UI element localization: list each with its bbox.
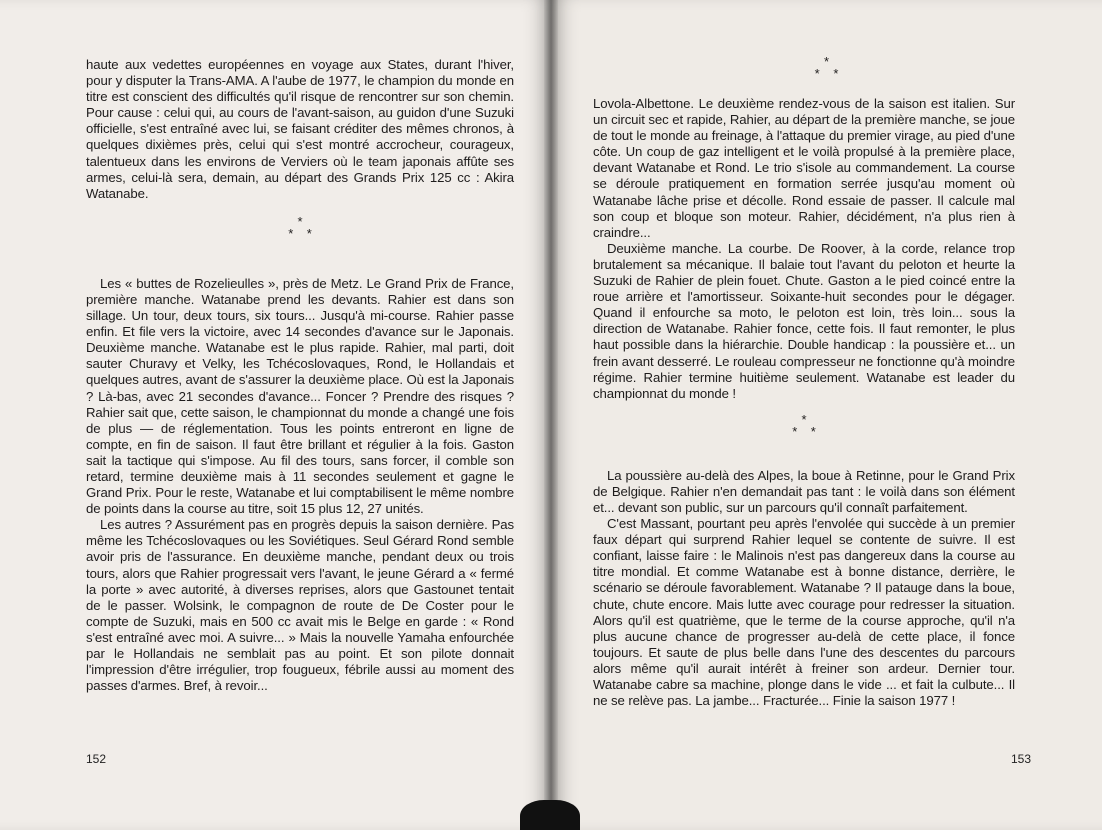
binding-shadow (520, 800, 580, 830)
book-gutter (544, 0, 558, 830)
right-top-separator (551, 56, 1102, 80)
separator-star-top: * (801, 411, 807, 427)
right-paragraph-3: La poussière au-delà des Alpes, la boue à Retinne, pour le Grand Prix de Belgique. Rahier n'en demandait pas tant : le voilà dans son élément et... devant son public, sur un parcours qu'il connaît parfaitement. (593, 467, 1015, 515)
separator-star-row: * * (792, 423, 816, 439)
separator-star-row: * * (288, 225, 312, 241)
right-paragraph-4: C'est Massant, pourtant peu après l'envolée qui succède à un premier faux départ qui surprend Rahier lequel se contente de suivre. Il est confiant, laisse faire : le Malinois n'est pas dangereux dans la course au titre mondial. Et comme Watanabe est à bonne distance, derrière, le scénario se déroule favorablement. Watanabe ? Il patauge dans la boue, chute, chute encore. Mais lutte avec courage pour redresser la situation. Alors qu'il est quatrième, que le terme de la course approche, qu'il n'a plus aucune chance de progresser au-delà de cette place, il fonce toujours. Et saute de plus belle dans l'une des descentes du parcours alors même qu'il aurait intérêt à freiner son ardeur. Dernier tour. Watanabe cabre sa machine, plonge dans le vide ... et fait la culbute... Il ne se relève pas. La jambe... Fracturée... Finie la saison 1977 ! (593, 516, 1015, 709)
separator-star-top: * (297, 213, 303, 229)
separator-star-row: * * (814, 66, 839, 81)
right-paragraph-1: Lovola-Albettone. Le deuxième rendez-vous de la saison est italien. Sur un circuit sec et rapide, Rahier, au départ de la première manche, se joue de tout le monde au freinage, à l'attaque du premier virage, au pied d'une côte. Un coup de gaz intelligent et le voilà propulsé à la première place, devant Watanabe et Rond. Le trio s'isole au commandement. La course se déroule pratiquement en formation serrée jusqu'au moment où Watanabe lâche prise et décolle. Rond essaie de passer. Il calcule mal son coup et bloque son moteur. Rahier, décidément, n'a plus rien à craindre... (593, 96, 1015, 240)
left-section-separator (86, 213, 514, 241)
right-paragraph-2: Deuxième manche. La courbe. De Roover, à la corde, relance trop brutalement sa mécanique. Il balaie tout l'avant du peloton et heurte la Suzuki de Rahier de plein fouet. Chute. Gaston a le pied coincé entre la roue arrière et l'amortisseur. Soixante-huit secondes pour le dégager. Quand il enfourche sa moto, le peloton est loin, très loin... sous la direction de Watanabe. Rahier fonce, cette fois. Il faut remonter, le plus haut possible dans la hiérarchie. Double handicap : la poussière et... un frein avant desserré. Le rouleau compresseur ne fonctionne qu'à moindre régime. Rahier termine huitième seulement. Watanabe est leader du championnat du monde ! (593, 240, 1015, 401)
separator-star-top: * (823, 54, 830, 69)
left-paragraph-2: Les « buttes de Rozelieulles », près de Metz. Le Grand Prix de France, première manche. Watanabe prend les devants. Rahier est dans son sillage. Un tour, deux tours, six tours... Jusqu'à mi-course. Rahier passe enfin. Et file vers la victoire, avec 14 secondes d'avance sur le Japonais. Deuxième manche. Watanabe est le plus rapide. Rahier, mal parti, doit sauter Churavy et Velky, les Tchécoslovaques, Rond, le Hollandais et quelques autres, avant de s'assurer la deuxième place. Où est la Japonais ? Là-bas, avec 21 secondes d'avance... Foncer ? Prendre des risques ? Rahier sait que, cette saison, le championnat du monde a changé une fois de plus — de réglementation. Tous les points entreront en ligne de compte, en fin de saison. Il faut être brillant et régulier à la fois. Gaston sait la tactique qui s'impose. Au fil des tours, sans forcer, il comble son retard, termine deuxième mais à 11 secondes seulement et gagne le Grand Prix. Pour le reste, Watanabe et lui comptabilisent le même nombre de points dans la course au titre, soit 15 plus 12, 27 unités. (86, 275, 514, 517)
right-page-text (593, 96, 1015, 709)
right-page (551, 0, 1102, 830)
page-number-left: 152 (86, 752, 107, 766)
right-section-separator (593, 411, 1015, 439)
left-page-text (86, 57, 514, 694)
left-paragraph-1: haute aux vedettes européennes en voyage aux States, durant l'hiver, pour y disputer la Trans-AMA. A l'aube de 1977, le champion du monde en titre est conscient des difficultés qu'il risque de rencontrer sur son chemin. Pour cause : celui qui, au cours de l'avant-saison, au guidon d'une Suzuki officielle, s'est entraîné avec lui, se faisant créditer des mêmes chronos, à quelques dixièmes près, celui qui s'est montré accrocheur, courageux, talentueux dans les environs de Verviers où le team japonais affûte ses armes, celui-là sera, demain, au départ des Grands Prix 125 cc : Akira Watanabe. (86, 57, 514, 201)
left-paragraph-3: Les autres ? Assurément pas en progrès depuis la saison dernière. Pas même les Tchécoslovaques ou les Soviétiques. Seul Gérard Rond semble avoir pris de l'assurance. En deuxième manche, pendant deux ou trois tours, alors que Rahier progressait vers l'avant, le jeune Gérard a « fermé la porte » avec autorité, à diverses reprises, alors que Gastounet tentait de le passer. Wolsink, le compagnon de route de De Coster pour le compte de Suzuki, mais en 500 cc avait mis le Belge en garde : « Rond s'est entraîné avec moi. A suivre... » Mais la nouvelle Yamaha enfourchée par le Hollandais ne semblait pas au point. Et son pilote donnait l'impression d'être irrégulier, trop fougueux, fébrile aussi au moment des passes d'armes. Bref, à revoir... (86, 517, 514, 694)
page-number-right: 153 (1011, 752, 1032, 766)
